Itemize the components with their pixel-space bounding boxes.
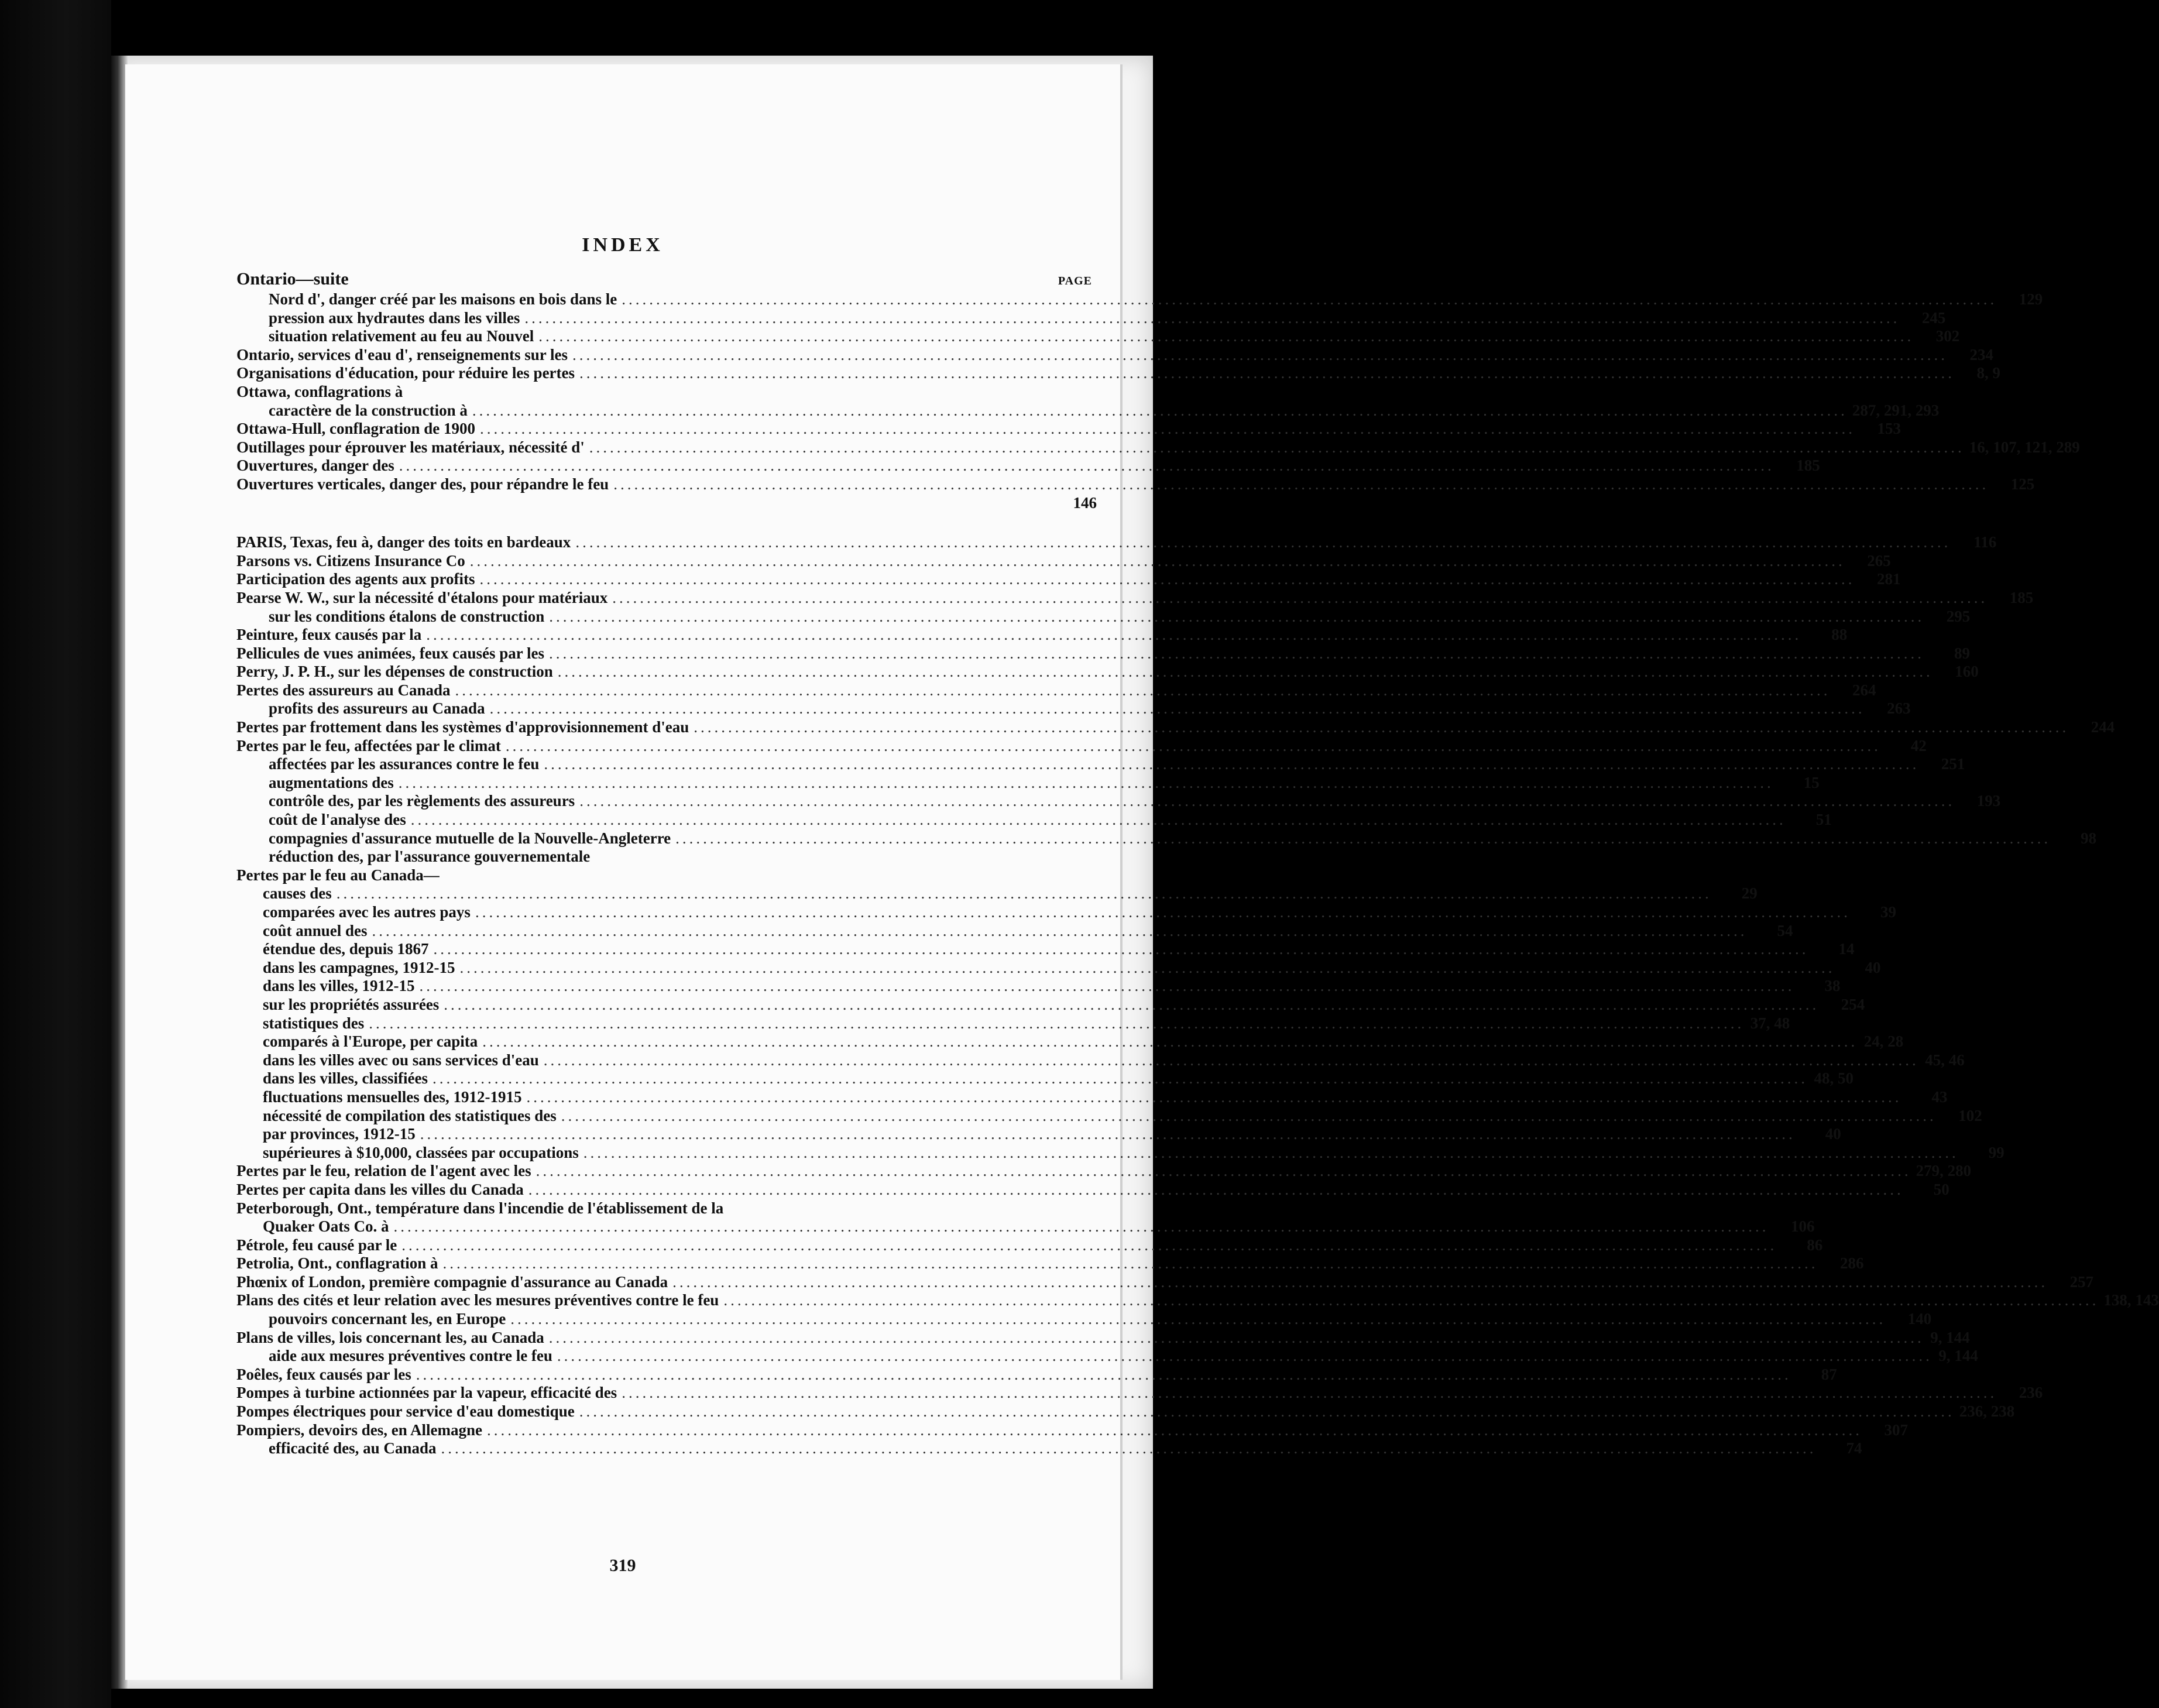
leader-dots: ........................................................................................................................................................................................................ xyxy=(675,829,2051,847)
leader-dots: ........................................................................................................................................................................................................ xyxy=(416,1365,1791,1383)
leader-dots: ........................................................................................................................................................................................................ xyxy=(441,1439,1817,1457)
index-entry xyxy=(236,773,1820,793)
index-entry-page: 185 xyxy=(1796,457,1820,475)
index-entry-term: Ouvertures, danger des xyxy=(236,457,394,475)
index-entry-term: affectées par les assurances contre le feu xyxy=(269,755,540,773)
index-entry-term: aide aux mesures préventives contre le feu xyxy=(269,1347,552,1365)
index-entry-term: Pertes per capita dans les villes du Canada xyxy=(236,1180,524,1198)
index-entry xyxy=(236,1199,1097,1218)
index-entry-page: 74 xyxy=(1846,1439,1862,1457)
index-entry-page: 86 xyxy=(1807,1236,1823,1254)
index-entry xyxy=(236,420,1901,438)
index-entry-term: Perry, J. P. H., sur les dépenses de construction xyxy=(236,663,553,681)
index-entry xyxy=(236,1254,1864,1273)
index-entry-term: par provinces, 1912-15 xyxy=(263,1125,416,1143)
index-entry-term: dans les villes, 1912-15 xyxy=(263,977,415,995)
leader-dots: ........................................................................................................................................................................................................ xyxy=(694,718,2069,736)
index-entry-term: situation relativement au feu au Nouvel xyxy=(269,327,534,345)
index-entry-term: dans les villes, classifiées xyxy=(263,1069,428,1088)
leader-dots: ........................................................................................................................................................................................................ xyxy=(612,588,1988,606)
leader-dots: ........................................................................................................................................................................................................ xyxy=(433,940,1809,958)
index-entry-page: 245 xyxy=(1921,308,1946,327)
index-entry xyxy=(236,1014,1790,1033)
index-entry-page: 102 xyxy=(1958,1106,1982,1124)
index-entry xyxy=(236,663,1979,681)
index-entry-term: caractère de la construction à xyxy=(269,401,468,419)
index-entry xyxy=(236,1051,1965,1070)
index-entry xyxy=(236,1143,2004,1162)
index-entry-term: Pellicules de vues animées, feux causés par les xyxy=(236,644,544,662)
index-entry-term: Parsons vs. Citizens Insurance Co xyxy=(236,551,465,570)
index-entry-page: 99 xyxy=(1988,1143,2004,1161)
index-entry-page: 254 xyxy=(1841,995,1865,1013)
index-entry-page: 279, 280 xyxy=(1916,1162,1972,1180)
index-entry-page: 89 xyxy=(1954,644,1970,662)
leader-dots: ........................................................................................................................................................................................................ xyxy=(543,1051,1919,1069)
index-entry xyxy=(236,829,2097,848)
page-title: INDEX xyxy=(582,234,664,256)
index-column-header xyxy=(236,269,1097,290)
index-entry xyxy=(236,681,1876,700)
index-entry-page: 140 xyxy=(1907,1310,1932,1328)
leader-dots: ........................................................................................................................................................................................................ xyxy=(420,1125,1796,1143)
index-entry-term: Pertes par frottement dans les systèmes d'approvisionnement d'eau xyxy=(236,718,689,736)
index-entry-term: Petrolia, Ont., conflagration à xyxy=(236,1254,438,1273)
leader-dots: ........................................................................................................................................................................................................ xyxy=(561,1106,1937,1124)
index-entry-page: 185 xyxy=(2009,588,2034,606)
index-entry xyxy=(236,1291,2159,1310)
leader-dots: ........................................................................................................................................................................................................ xyxy=(459,958,1835,976)
index-entry-page: 98 xyxy=(2081,829,2097,847)
index-entry xyxy=(236,1217,1815,1236)
index-entry-page: 38 xyxy=(1824,977,1841,995)
leader-dots: ........................................................................................................................................................................................................ xyxy=(557,1347,1933,1365)
index-entry-term: Ontario, services d'eau d', renseignements sur les xyxy=(236,345,568,363)
index-entry-page: 37, 48 xyxy=(1750,1014,1790,1032)
index-list xyxy=(236,269,2159,1458)
leader-dots: ........................................................................................................................................................................................................ xyxy=(548,1328,1924,1346)
index-entry xyxy=(236,699,1911,718)
leader-dots: ........................................................................................................................................................................................................ xyxy=(575,533,1951,551)
index-entry-term: Ouvertures verticales, danger des, pour répandre le feu xyxy=(236,475,609,493)
index-entry xyxy=(236,1033,1904,1051)
page-column-label: PAGE xyxy=(1058,275,1092,287)
index-entry-term: Peinture, feux causés par la xyxy=(236,626,422,644)
index-entry-term: coût annuel des xyxy=(263,921,368,939)
index-entry xyxy=(236,1088,1948,1107)
index-entry xyxy=(236,736,1927,756)
leader-dots: ........................................................................................................................................................................................................ xyxy=(489,699,1865,718)
index-entry-page: 9, 144 xyxy=(1938,1347,1978,1365)
index-entry xyxy=(236,1439,1862,1458)
index-entry-term: étendue des, depuis 1867 xyxy=(263,940,429,958)
continued-category: Ontario—suite xyxy=(236,269,349,289)
index-entry-term: efficacité des, au Canada xyxy=(269,1439,437,1457)
leader-dots: ........................................................................................................................................................................................................ xyxy=(622,1384,1997,1402)
index-entry-page: 146 xyxy=(1073,493,1097,512)
page-number: 319 xyxy=(609,1556,636,1575)
book-spine-shadow xyxy=(0,0,111,1708)
index-entry-page: 244 xyxy=(2091,718,2115,736)
index-entry xyxy=(236,903,1896,922)
index-entry xyxy=(236,1162,1972,1181)
index-entry-term: Pearse W. W., sur la nécessité d'étalons pour matériaux xyxy=(236,588,608,606)
index-entry xyxy=(236,1328,1970,1347)
leader-dots: ........................................................................................................................................................................................................ xyxy=(622,290,1997,308)
index-entry xyxy=(236,1365,1837,1384)
index-entry-term: dans les villes avec ou sans services d'eau xyxy=(263,1051,539,1069)
index-entry-page: 264 xyxy=(1852,681,1876,699)
index-entry-term: dans les campagnes, 1912-15 xyxy=(263,958,455,976)
index-entry-page: 129 xyxy=(2019,290,2043,308)
index-entry-page: 106 xyxy=(1791,1217,1815,1236)
index-entry-page: 295 xyxy=(1946,607,1971,625)
index-entry-page: 40 xyxy=(1825,1125,1841,1143)
index-entry xyxy=(236,438,2080,457)
index-entry-term: coût de l'analyse des xyxy=(269,811,406,829)
index-entry xyxy=(236,1347,1978,1366)
index-entry-page: 48, 50 xyxy=(1814,1069,1853,1088)
leader-dots: ........................................................................................................................................................................................................ xyxy=(479,570,1855,588)
leader-dots: ........................................................................................................................................................................................................ xyxy=(482,1033,1858,1051)
leader-dots: ........................................................................................................................................................................................................ xyxy=(479,420,1855,438)
leader-dots: ........................................................................................................................................................................................................ xyxy=(336,884,1712,903)
leader-dots: ........................................................................................................................................................................................................ xyxy=(613,475,1989,493)
index-entry xyxy=(236,457,1820,475)
index-entry-term: sur les conditions étalons de construction xyxy=(269,607,545,625)
leader-dots: ........................................................................................................................................................................................................ xyxy=(444,995,1820,1013)
index-entry-term: Pertes par le feu au Canada— xyxy=(236,866,440,884)
index-entry-term: Ottawa-Hull, conflagration de 1900 xyxy=(236,420,475,438)
leader-dots: ........................................................................................................................................................................................................ xyxy=(723,1291,2099,1309)
index-entry-page: 42 xyxy=(1910,736,1927,754)
leader-dots: ........................................................................................................................................................................................................ xyxy=(549,607,1925,625)
index-entry-term: Pompes à turbine actionnées par la vapeur, efficacité des xyxy=(236,1384,617,1402)
index-entry xyxy=(236,921,1793,941)
index-entry-term: fluctuations mensuelles des, 1912-1915 xyxy=(263,1088,522,1106)
leader-dots: ........................................................................................................................................................................................................ xyxy=(526,1088,1902,1106)
leader-dots: ........................................................................................................................................................................................................ xyxy=(369,1014,1745,1032)
index-entry-term: Plans des cités et leur relation avec les mesures préventives contre le feu xyxy=(236,1291,719,1309)
index-entry-term: Poêles, feux causés par les xyxy=(236,1365,411,1383)
index-entry-page: 286 xyxy=(1839,1254,1864,1273)
index-entry-term: augmentations des xyxy=(269,773,394,791)
index-entry-page: 50 xyxy=(1933,1180,1949,1198)
index-entry-term: Ottawa, conflagrations à xyxy=(236,382,403,400)
index-entry xyxy=(236,1402,2015,1421)
leader-dots: ........................................................................................................................................................................................................ xyxy=(672,1273,2048,1291)
index-entry xyxy=(236,958,1881,978)
leader-dots: ........................................................................................................................................................................................................ xyxy=(579,792,1955,810)
index-entry-page: 193 xyxy=(1976,792,2001,810)
index-entry-page: 281 xyxy=(1877,570,1901,588)
index-entry xyxy=(236,1310,1932,1329)
leader-dots: ........................................................................................................................................................................................................ xyxy=(426,626,1802,644)
index-entry-page: 29 xyxy=(1741,884,1758,903)
index-entry-term: supérieures à $10,000, classées par occupations xyxy=(263,1143,579,1161)
leader-dots: ........................................................................................................................................................................................................ xyxy=(455,681,1831,699)
index-entry xyxy=(236,755,1965,774)
index-entry xyxy=(236,1106,1982,1126)
index-entry xyxy=(236,884,1758,903)
index-entry-page: 160 xyxy=(1955,663,1979,681)
leader-dots: ........................................................................................................................................................................................................ xyxy=(583,1143,1959,1161)
index-entry xyxy=(236,290,2043,309)
leader-dots: ........................................................................................................................................................................................................ xyxy=(399,457,1774,475)
index-entry xyxy=(236,848,1097,866)
index-entry-page: 54 xyxy=(1777,921,1793,939)
index-entry xyxy=(236,866,1097,885)
index-entry xyxy=(236,1384,2043,1402)
leader-dots: ........................................................................................................................................................................................................ xyxy=(510,1310,1886,1328)
leader-dots: ........................................................................................................................................................................................................ xyxy=(548,644,1924,662)
index-entry xyxy=(236,995,1865,1014)
index-entry xyxy=(236,401,1940,420)
index-entry-term: réduction des, par l'assurance gouvernementale xyxy=(269,848,591,866)
leader-dots: ........................................................................................................................................................................................................ xyxy=(442,1254,1818,1273)
leader-dots: ........................................................................................................................................................................................................ xyxy=(401,1236,1777,1254)
index-entry-term: sur les propriétés assurées xyxy=(263,995,440,1013)
index-entry-page: 125 xyxy=(2010,475,2035,493)
index-entry xyxy=(236,1180,1949,1199)
leader-dots: ........................................................................................................................................................................................................ xyxy=(410,811,1786,829)
leader-dots: ........................................................................................................................................................................................................ xyxy=(419,977,1795,995)
index-entry xyxy=(236,718,2115,737)
index-entry-term: Plans de villes, lois concernant les, au Canada xyxy=(236,1328,544,1346)
leader-dots: ........................................................................................................................................................................................................ xyxy=(538,327,1914,345)
index-entry xyxy=(236,1069,1853,1088)
index-entry-page: 87 xyxy=(1821,1365,1837,1383)
index-entry-page: 45, 46 xyxy=(1925,1051,1965,1069)
leader-dots: ........................................................................................................................................................................................................ xyxy=(589,438,1965,456)
index-entry xyxy=(236,551,1891,571)
leader-dots: ........................................................................................................................................................................................................ xyxy=(433,1069,1808,1088)
index-entry xyxy=(236,345,1993,365)
index-entry xyxy=(236,644,1970,663)
index-entry-page: 236 xyxy=(2019,1384,2043,1402)
index-entry-term: Phœnix of London, première compagnie d'assurance au Canada xyxy=(236,1273,668,1291)
index-entry xyxy=(236,364,2001,383)
index-entry xyxy=(236,327,1960,346)
index-entry xyxy=(236,1236,1823,1255)
leader-dots: ........................................................................................................................................................................................................ xyxy=(398,773,1774,791)
index-entry-term: Participation des agents aux profits xyxy=(236,570,475,588)
index-entry xyxy=(236,308,1946,328)
section-gap xyxy=(236,512,1097,533)
index-entry-page: 9, 144 xyxy=(1930,1328,1970,1346)
index-entry-page: 8, 9 xyxy=(1976,364,2001,382)
index-entry xyxy=(236,940,1855,959)
index-entry-term: Pertes par le feu, relation de l'agent avec les xyxy=(236,1162,531,1180)
index-entry-term: nécessité de compilation des statistiques des xyxy=(263,1106,557,1124)
index-entry-term: Pompiers, devoirs des, en Allemagne xyxy=(236,1421,482,1439)
index-entry xyxy=(236,570,1901,589)
index-entry xyxy=(236,383,1097,402)
leader-dots: ........................................................................................................................................................................................................ xyxy=(579,1402,1955,1421)
index-entry-page: 263 xyxy=(1887,699,1911,718)
index-entry xyxy=(236,811,1832,829)
index-entry-page: 43 xyxy=(1931,1088,1948,1106)
index-entry xyxy=(236,792,2001,811)
index-entry-term: Peterborough, Ont., température dans l'incendie de l'établissement de la xyxy=(236,1199,724,1217)
index-entry-page: 88 xyxy=(1831,626,1848,644)
leader-dots: ........................................................................................................................................................................................................ xyxy=(472,401,1848,419)
leader-dots: ........................................................................................................................................................................................................ xyxy=(469,551,1845,570)
leader-dots: ........................................................................................................................................................................................................ xyxy=(572,345,1948,363)
index-entry-page: 307 xyxy=(1884,1421,1908,1439)
index-entry xyxy=(236,494,1097,513)
index-entry-page: 116 xyxy=(1973,533,1997,551)
index-page xyxy=(125,64,2159,1680)
index-entry-page: 14 xyxy=(1838,940,1855,958)
leader-dots: ........................................................................................................................................................................................................ xyxy=(505,736,1881,754)
leader-dots: ........................................................................................................................................................................................................ xyxy=(475,903,1851,921)
index-entry xyxy=(236,1273,2094,1292)
leader-dots: ........................................................................................................................................................................................................ xyxy=(372,921,1748,939)
index-entry xyxy=(236,607,1971,626)
index-entry-page: 287, 291, 293 xyxy=(1852,401,1940,419)
index-entry-page: 236, 238 xyxy=(1959,1402,2015,1421)
index-entry-term: Pertes par le feu, affectées par le climat xyxy=(236,736,501,754)
index-entry-term: compagnies d'assurance mutuelle de la Nouvelle-Angleterre xyxy=(269,829,671,847)
leader-dots: ........................................................................................................................................................................................................ xyxy=(528,1180,1904,1198)
leader-dots: ........................................................................................................................................................................................................ xyxy=(579,364,1955,382)
index-entry-page: 51 xyxy=(1815,811,1832,829)
index-entry-term: statistiques des xyxy=(263,1014,365,1032)
leader-dots: ........................................................................................................................................................................................................ xyxy=(393,1217,1769,1236)
index-entry-page: 138, 143 xyxy=(2103,1291,2159,1309)
index-entry-term: comparées avec les autres pays xyxy=(263,903,471,921)
index-entry xyxy=(236,1125,1841,1144)
index-entry xyxy=(236,588,2034,608)
index-entry-page: 257 xyxy=(2069,1273,2094,1291)
index-entry-term: Quaker Oats Co. à xyxy=(263,1217,389,1236)
index-entry xyxy=(236,1421,1908,1440)
index-entry-term: pression aux hydrautes dans les villes xyxy=(269,308,520,327)
index-entry-page: 24, 28 xyxy=(1863,1033,1904,1051)
leader-dots: ........................................................................................................................................................................................................ xyxy=(557,663,1933,681)
index-entry xyxy=(236,533,1997,552)
index-entry-term: profits des assureurs au Canada xyxy=(269,699,485,718)
index-entry-term: Outillages pour éprouver les matériaux, nécessité d' xyxy=(236,438,585,456)
index-entry-page: 153 xyxy=(1877,420,1901,438)
index-entry-term: PARIS, Texas, feu à, danger des toits en bardeaux xyxy=(236,533,571,551)
index-entry-term: causes des xyxy=(263,884,332,903)
index-entry xyxy=(236,977,1841,996)
index-entry-term: comparés à l'Europe, per capita xyxy=(263,1033,478,1051)
index-entry-term: contrôle des, par les règlements des assureurs xyxy=(269,792,575,810)
index-entry-page: 15 xyxy=(1803,773,1820,791)
index-entry-term: Pertes des assureurs au Canada xyxy=(236,681,451,699)
index-entry-term: pouvoirs concernant les, en Europe xyxy=(269,1310,506,1328)
index-entry-term: Organisations d'éducation, pour réduire les pertes xyxy=(236,364,575,382)
index-entry-page: 40 xyxy=(1865,958,1881,976)
index-entry-page: 302 xyxy=(1935,327,1960,345)
leader-dots: ........................................................................................................................................................................................................ xyxy=(536,1162,1911,1180)
index-entry-page: 234 xyxy=(1969,345,1993,363)
index-entry-page: 265 xyxy=(1867,551,1891,570)
index-entry-term: Pétrole, feu causé par le xyxy=(236,1236,397,1254)
leader-dots: ........................................................................................................................................................................................................ xyxy=(486,1421,1862,1439)
index-entry-page: 16, 107, 121, 289 xyxy=(1969,438,2080,456)
index-entry-page: 251 xyxy=(1941,755,1965,773)
leader-dots: ........................................................................................................................................................................................................ xyxy=(544,755,1920,773)
index-entry-term: Nord d', danger créé par les maisons en bois dans le xyxy=(269,290,617,308)
index-entry xyxy=(236,626,1848,644)
leader-dots: ........................................................................................................................................................................................................ xyxy=(524,308,1900,327)
index-entry xyxy=(236,475,2035,494)
index-entry-term: Pompes électriques pour service d'eau domestique xyxy=(236,1402,575,1421)
index-entry-page: 39 xyxy=(1880,903,1896,921)
